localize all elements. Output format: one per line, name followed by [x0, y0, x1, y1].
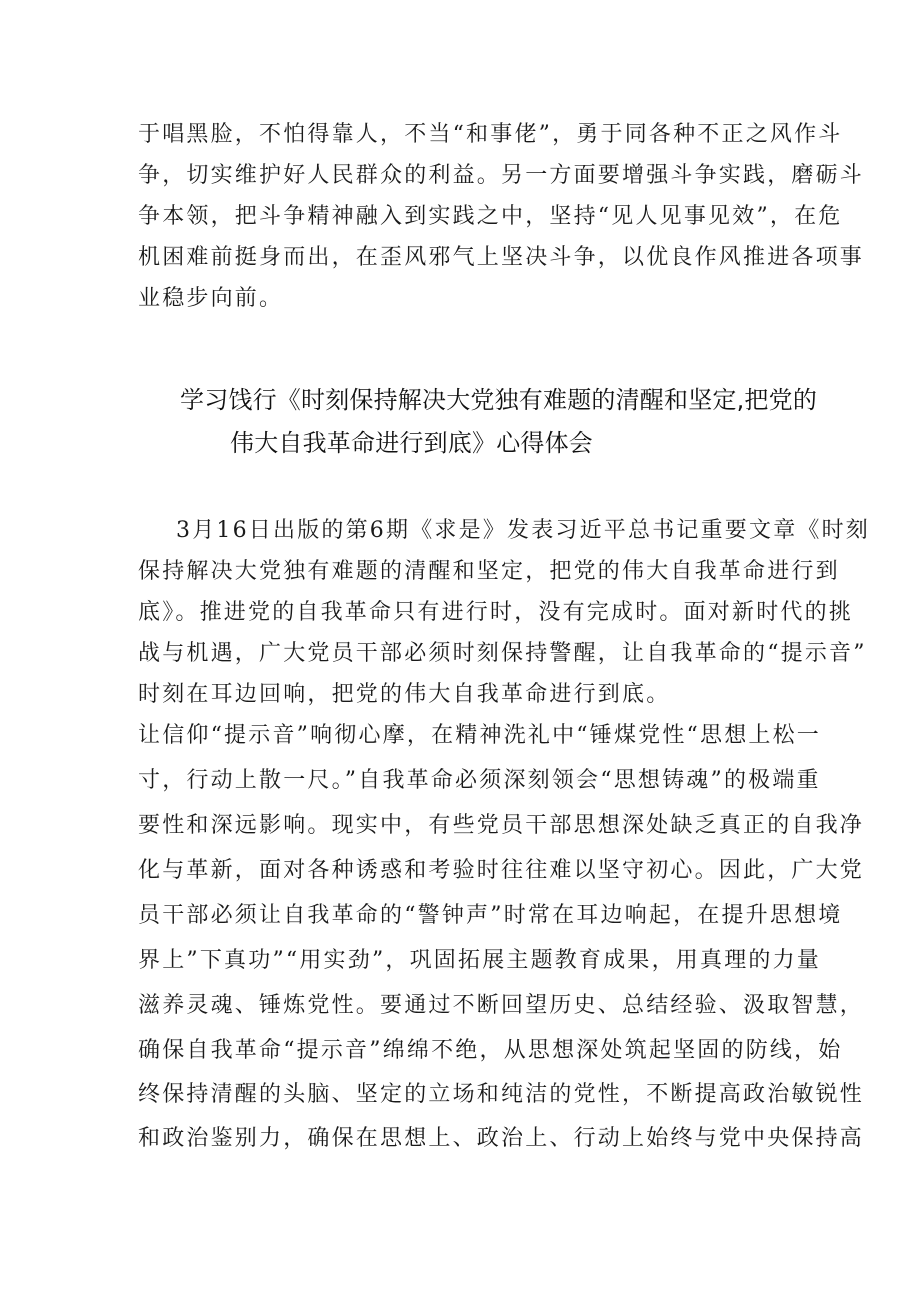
paragraph-line: 和政治鉴别力，确保在思想上、政治上、行动上始终与党中央保持高: [138, 1126, 865, 1151]
paragraph-line: 让信仰“提示音”响彻心摩，在精神洗礼中“锤煤党性“思想上松一: [138, 723, 821, 748]
paragraph-line: 战与机遇，广大党员干部必须时刻保持警醒，让自我革命的“提示音”: [138, 641, 867, 666]
paragraph-line: 于唱黑脸，不怕得靠人，不当“和事佬”，勇于同各种不正之风作斗: [138, 122, 843, 147]
paragraph-line: 界上”下真功”“用实劲”，巩固拓展主题教育成果，用真理的力量: [138, 948, 821, 973]
paragraph-line: 3月16日出版的第6期《求是》发表习近平总书记重要文章《时刻: [176, 518, 870, 543]
paragraph-line: 业稳步向前。: [138, 286, 284, 311]
title-line-1: 学习饯行《时刻保持解决大党独有难题的清醒和坚定,把党的: [180, 386, 818, 414]
paragraph-line: 保持解决大党独有难题的清醒和坚定，把党的伟大自我革命进行到: [138, 559, 840, 584]
paragraph-line: 终保持清醒的头脑、坚定的立场和纯洁的党性，不断提高政治敏锐性: [138, 1082, 865, 1107]
paragraph-line: 化与革新，面对各种诱惑和考验时往往难以坚守初心。因此，广大党: [138, 858, 865, 883]
paragraph-line: 机困难前挺身而出，在歪风邪气上坚决斗争，以优良作风推进各项事: [138, 245, 865, 270]
paragraph-line: 争本领，把斗争精神融入到实践之中，坚持“见人见事见效”，在危: [138, 204, 843, 229]
paragraph-line: 争，切实维护好人民群众的利益。另一方面要增强斗争实践，磨砺斗: [138, 163, 865, 188]
paragraph-line: 底》。推进党的自我革命只有进行时，没有完成时。面对新时代的挑: [138, 600, 854, 625]
title-line-2: 伟大自我革命进行到底》心得体会: [230, 429, 593, 457]
paragraph-line: 滋养灵魂、锤炼党性。要通过不断回望历史、总结经验、汲取智慧，: [138, 993, 865, 1018]
paragraph-line: 时刻在耳边回响，把党的伟大自我革命进行到底。: [138, 682, 671, 707]
paragraph-line: 寸，行动上散一尺。”自我革命必须深刻领会“思想铸魂”的极端重: [138, 768, 821, 793]
paragraph-line: 要性和深远影响。现实中，有些党员干部思想深处缺乏真正的自我净: [138, 813, 865, 838]
paragraph-line: 确保自我革命“提示音”绵绵不绝，从思想深处筑起坚固的防线，始: [138, 1038, 843, 1063]
paragraph-line: 员干部必须让自我革命的“警钟声”时常在耳边响起，在提升思想境: [138, 903, 843, 928]
